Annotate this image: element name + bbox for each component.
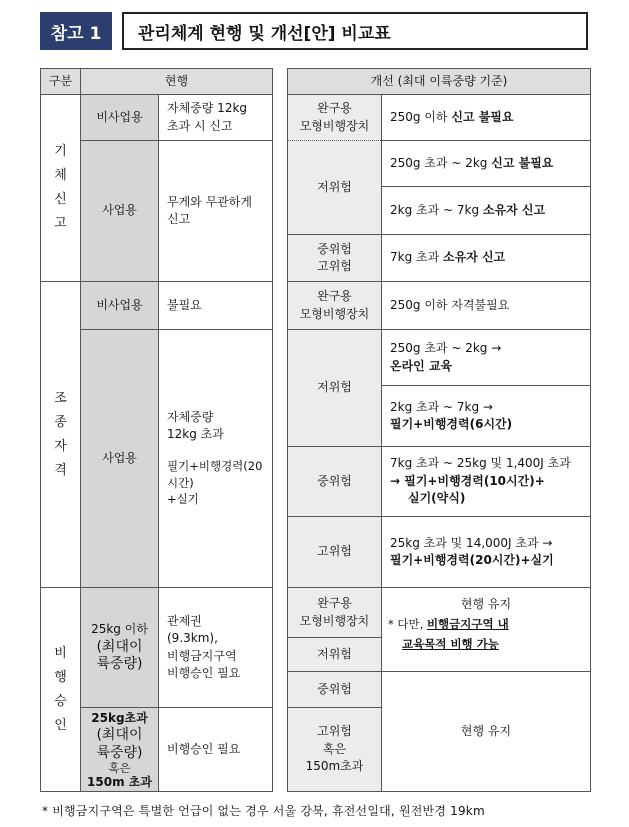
type-over-25kg: 25kg초과 (최대이 륙중량) 혹은 150m 초과 bbox=[81, 708, 159, 792]
risk-toy: 완구용 모형비행장치 bbox=[288, 282, 382, 330]
improve-desc: 250g 이하 신고 불필요 bbox=[382, 95, 591, 141]
improve-desc: 25kg 초과 및 14,000J 초과 → 필기+비행경력(20시간)+실기 bbox=[382, 517, 591, 588]
type-commercial: 사업용 bbox=[81, 330, 159, 588]
risk-mid: 중위험 bbox=[288, 672, 382, 708]
current-system-table bbox=[40, 68, 273, 792]
risk-high-or-150m: 고위험 혹은 150m초과 bbox=[288, 708, 382, 792]
risk-low: 저위험 bbox=[288, 330, 382, 447]
current-desc: 불필요 bbox=[159, 282, 273, 330]
reference-tag: 참고 1 bbox=[40, 12, 112, 50]
type-noncommercial: 비사업용 bbox=[81, 95, 159, 141]
risk-mid-high: 중위험 고위험 bbox=[288, 235, 382, 282]
page-title: 관리체계 현행 및 개선[안] 비교표 bbox=[122, 12, 588, 50]
risk-low: 저위험 bbox=[288, 638, 382, 672]
risk-low: 저위험 bbox=[288, 141, 382, 235]
improve-desc: 2kg 초과 ~ 7kg → 필기+비행경력(6시간) bbox=[382, 386, 591, 447]
improve-desc: 250g 초과 ~ 2kg 신고 불필요 bbox=[382, 141, 591, 187]
document-header bbox=[40, 12, 588, 50]
improve-desc: 250g 이하 자격불필요 bbox=[382, 282, 591, 330]
current-desc: 자체중량 12kg 초과 시 신고 bbox=[159, 95, 273, 141]
current-desc: 무게와 무관하게 신고 bbox=[159, 141, 273, 282]
improve-desc: 2kg 초과 ~ 7kg 소유자 신고 bbox=[382, 187, 591, 235]
category-pilot-license: 조 종 자 격 bbox=[41, 282, 81, 588]
category-flight-approval: 비 행 승 인 bbox=[41, 588, 81, 792]
current-desc: 관제권 (9.3km), 비행금지구역 비행승인 필요 bbox=[159, 588, 273, 708]
col-improve-header: 개선 (최대 이륙중량 기준) bbox=[288, 69, 591, 95]
current-desc: 비행승인 필요 bbox=[159, 708, 273, 792]
col-current-header: 현행 bbox=[81, 69, 273, 95]
risk-high: 고위험 bbox=[288, 517, 382, 588]
footnote: * 비행금지구역은 특별한 언급이 없는 경우 서울 강북, 휴전선일대, 원전반경 19km bbox=[42, 804, 485, 818]
risk-toy: 완구용 모형비행장치 bbox=[288, 95, 382, 141]
col-category-header: 구분 bbox=[41, 69, 81, 95]
risk-mid: 중위험 bbox=[288, 447, 382, 517]
type-under-25kg: 25kg 이하 (최대이 륙중량) bbox=[81, 588, 159, 708]
improve-desc: 250g 초과 ~ 2kg → 온라인 교육 bbox=[382, 330, 591, 386]
type-commercial: 사업용 bbox=[81, 141, 159, 282]
approval-keep-with-note: 현행 유지 * 다만, 비행금지구역 내 교육목적 비행 가능 bbox=[382, 588, 591, 672]
improve-desc: 7kg 초과 ~ 25kg 및 1,400J 초과 → 필기+비행경력(10시간)+ 실기(약식) bbox=[382, 447, 591, 517]
current-desc: 자체중량 12kg 초과 필기+비행경력(20시간) +실기 bbox=[159, 330, 273, 588]
improve-desc: 7kg 초과 소유자 신고 bbox=[382, 235, 591, 282]
risk-toy: 완구용 모형비행장치 bbox=[288, 588, 382, 638]
category-aircraft-registration: 기 체 신 고 bbox=[41, 95, 81, 282]
type-noncommercial: 비사업용 bbox=[81, 282, 159, 330]
approval-keep: 현행 유지 bbox=[382, 672, 591, 792]
improvement-table bbox=[287, 68, 591, 792]
